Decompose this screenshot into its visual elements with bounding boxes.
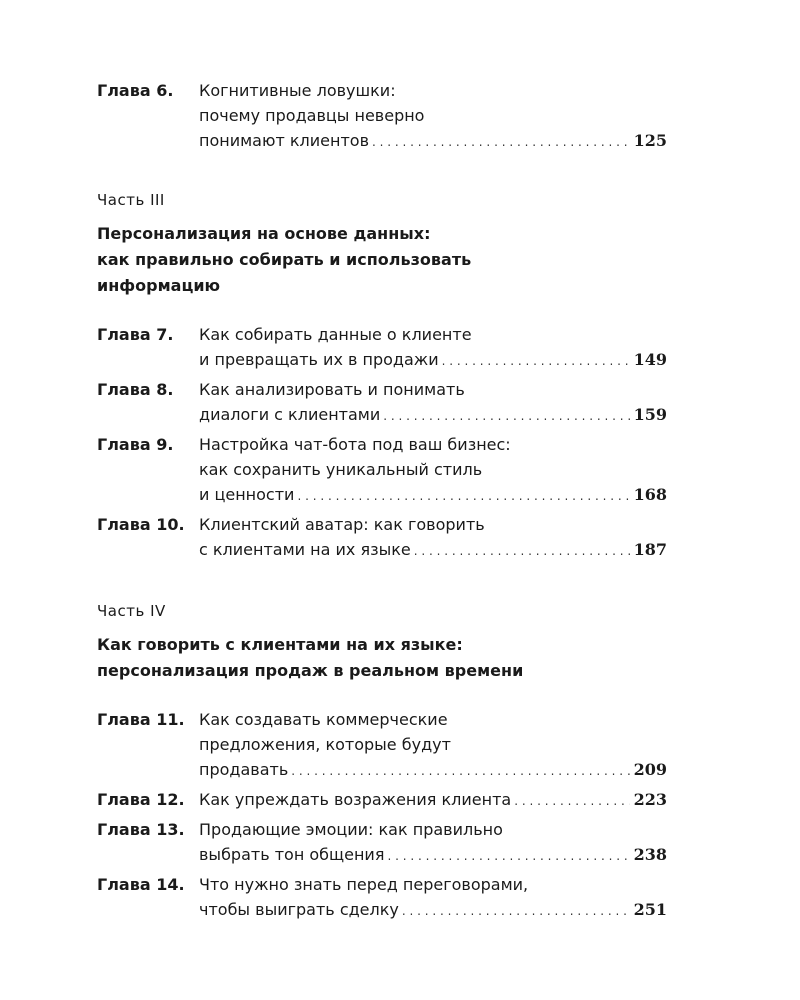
part-title-line: персонализация продаж в реальном времени <box>97 661 524 680</box>
chapter-title-line: предложения, которые будут <box>199 735 451 754</box>
part-title <box>97 632 667 684</box>
dot-leader <box>442 349 630 374</box>
chapter-title-line: Клиентский аватар: как говорить <box>199 515 485 534</box>
chapter-title-line: и превращать их в продажи <box>199 350 439 369</box>
chapter-title-line: Что нужно знать перед переговорами, <box>199 875 529 894</box>
chapter-title-line: и ценности <box>199 485 295 504</box>
chapter-title-line: почему продавцы неверно <box>199 106 425 125</box>
toc-entry-chapter-11[interactable] <box>97 707 667 784</box>
part-title-line: информацию <box>97 276 221 295</box>
page-number: 159 <box>633 405 667 424</box>
chapter-title-line: продавать <box>199 760 289 779</box>
chapter-title-line: чтобы выиграть сделку <box>199 900 399 919</box>
page-number: 149 <box>633 350 667 369</box>
page-number: 187 <box>633 540 667 559</box>
chapter-label: Глава 7. <box>97 325 174 344</box>
page-number: 238 <box>633 845 667 864</box>
chapter-title-line: Настройка чат-бота под ваш бизнес: <box>199 435 511 454</box>
chapter-title-line: Продающие эмоции: как правильно <box>199 820 503 839</box>
part-title-line: Как говорить с клиентами на их языке: <box>97 635 463 654</box>
page-number: 251 <box>633 900 667 919</box>
part-label: Часть III <box>97 191 165 209</box>
dot-leader <box>414 539 630 564</box>
toc-entry-chapter-7[interactable] <box>97 322 667 374</box>
dot-leader <box>291 759 629 784</box>
chapter-title-line: Когнитивные ловушки: <box>199 81 396 100</box>
toc-entry-chapter-12[interactable] <box>97 787 667 814</box>
toc-entry-chapter-13[interactable] <box>97 817 667 869</box>
chapter-title-line: выбрать тон общения <box>199 845 385 864</box>
toc-entry-chapter-10[interactable] <box>97 512 667 564</box>
page-number: 209 <box>633 760 667 779</box>
chapter-label: Глава 14. <box>97 875 185 894</box>
part-title <box>97 221 667 299</box>
chapter-label: Глава 12. <box>97 790 185 809</box>
dot-leader <box>383 404 629 429</box>
chapter-label: Глава 8. <box>97 380 174 399</box>
page-number: 223 <box>633 790 667 809</box>
dot-leader <box>372 130 630 155</box>
chapter-title-line: диалоги с клиентами <box>199 405 381 424</box>
chapter-title-line: Как создавать коммерческие <box>199 710 448 729</box>
chapter-title-line: Как анализировать и понимать <box>199 380 465 399</box>
chapter-label: Глава 6. <box>97 81 174 100</box>
part-label: Часть IV <box>97 602 166 620</box>
dot-leader <box>402 899 630 924</box>
page-number: 168 <box>633 485 667 504</box>
chapter-title-line: как сохранить уникальный стиль <box>199 460 483 479</box>
toc-entry-chapter-14[interactable] <box>97 872 667 924</box>
chapter-label: Глава 10. <box>97 515 185 534</box>
chapter-title-line: понимают клиентов <box>199 131 369 150</box>
chapter-label: Глава 11. <box>97 710 185 729</box>
dot-leader <box>297 484 629 509</box>
page-number: 125 <box>633 131 667 150</box>
toc-entry-chapter-9[interactable] <box>97 432 667 509</box>
chapter-title-line: Как собирать данные о клиенте <box>199 325 472 344</box>
toc-entry-chapter-6[interactable] <box>97 78 667 155</box>
table-of-contents <box>97 78 667 927</box>
dot-leader <box>514 789 629 814</box>
part-title-line: Персонализация на основе данных: <box>97 224 431 243</box>
part-title-line: как правильно собирать и использовать <box>97 250 472 269</box>
chapter-label: Глава 13. <box>97 820 185 839</box>
chapter-title-line: Как упреждать возражения клиента <box>199 790 512 809</box>
chapter-title-line: с клиентами на их языке <box>199 540 411 559</box>
chapter-label: Глава 9. <box>97 435 174 454</box>
dot-leader <box>387 844 629 869</box>
toc-entry-chapter-8[interactable] <box>97 377 667 429</box>
